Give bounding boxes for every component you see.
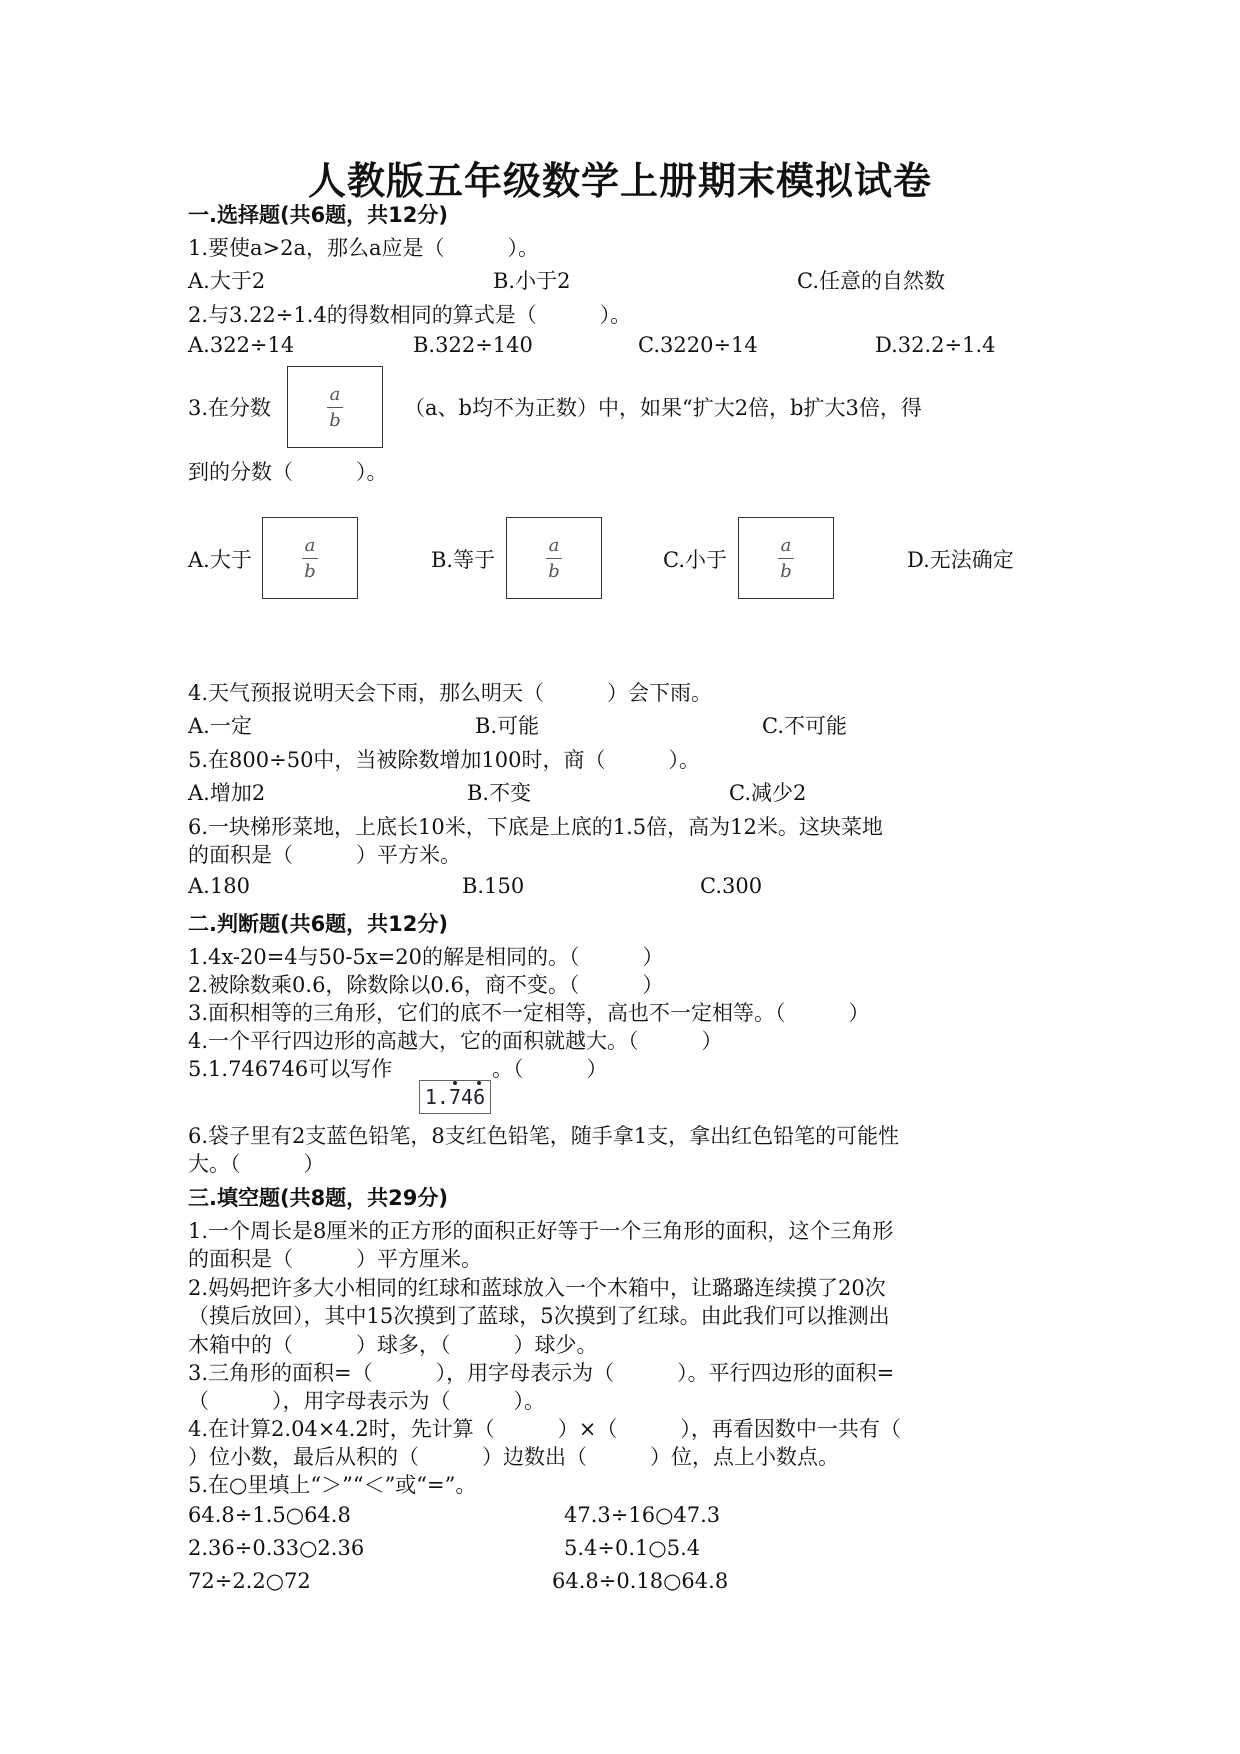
q6-option-b: B.150 (462, 874, 525, 898)
question-4-stem: 4.天气预报说明天会下雨，那么明天（ ）会下雨。 (188, 681, 713, 705)
fraction-bar (778, 558, 794, 559)
fraction-numerator: a (780, 534, 792, 556)
q3-option-a: A.大于 (188, 548, 252, 572)
fill-line-7: （ ），用字母表示为（ ）。 (188, 1389, 545, 1413)
compare-item: 2.36÷0.33○2.36 (188, 1536, 365, 1560)
fill-line-2: 的面积是（ ）平方厘米。 (188, 1247, 482, 1271)
fraction-denominator: b (548, 560, 560, 582)
q3-option-b-fraction-image (506, 517, 602, 599)
q2-option-c: C.3220÷14 (638, 333, 758, 357)
q1-option-a: A.大于2 (188, 269, 266, 293)
fill-line-3: 2.妈妈把许多大小相同的红球和蓝球放入一个木箱中，让璐璐连续摸了20次 (188, 1276, 886, 1300)
section-heading-fill: 三.填空题(共8题，共29分) (188, 1186, 449, 1210)
judgment-item-2: 2.被除数乘0.6，除数除以0.6，商不变。（ ） (188, 973, 664, 997)
question-3-stem-end: 到的分数（ ）。 (188, 460, 388, 484)
judgment-item-6-line-2: 大。（ ） (188, 1152, 325, 1176)
judgment-item-4: 4.一个平行四边形的高越大，它的面积就越大。（ ） (188, 1029, 723, 1053)
judgment-item-1: 1.4x-20=4与50-5x=20的解是相同的。（ ） (188, 945, 664, 969)
fill-line-1: 1.一个周长是8厘米的正方形的面积正好等于一个三角形的面积，这个三角形 (188, 1219, 894, 1243)
section-heading-judgment: 二.判断题(共6题，共12分) (188, 912, 449, 936)
fraction-denominator: b (780, 560, 792, 582)
fraction-numerator: a (548, 534, 560, 556)
q3-option-d: D.无法确定 (907, 548, 1014, 572)
q1-option-b: B.小于2 (493, 269, 571, 293)
q6-option-c: C.300 (700, 874, 763, 898)
q4-option-a: A.一定 (188, 714, 252, 738)
q2-option-d: D.32.2÷1.4 (875, 333, 996, 357)
fill-line-4: （摸后放回），其中15次摸到了蓝球，5次摸到了红球。由此我们可以推测出 (188, 1304, 890, 1328)
q4-option-c: C.不可能 (762, 714, 847, 738)
repeating-decimal-image (419, 1080, 491, 1114)
fraction-bar (327, 407, 343, 408)
q5-option-b: B.不变 (467, 781, 532, 805)
compare-item: 47.3÷16○47.3 (564, 1503, 721, 1527)
q2-option-b: B.322÷140 (413, 333, 533, 357)
q3-option-b: B.等于 (431, 548, 496, 572)
compare-item: 64.8÷0.18○64.8 (552, 1569, 729, 1593)
fraction-numerator: a (304, 534, 316, 556)
question-6-stem-line-2: 的面积是（ ）平方米。 (188, 843, 461, 867)
fraction-bar (546, 558, 562, 559)
fraction-numerator: a (329, 383, 341, 405)
fill-line-8: 4.在计算2.04×4.2时，先计算（ ）×（ ），再看因数中一共有（ (188, 1417, 901, 1441)
compare-item: 64.8÷1.5○64.8 (188, 1503, 351, 1527)
question-6-stem-line-1: 6.一块梯形菜地，上底长10米，下底是上底的1.5倍，高为12米。这块菜地 (188, 815, 883, 839)
q6-option-a: A.180 (188, 874, 250, 898)
section-heading-choice: 一.选择题(共6题，共12分) (188, 203, 449, 227)
q1-option-c: C.任意的自然数 (797, 269, 945, 293)
fraction-denominator: b (329, 409, 341, 431)
question-1-stem: 1.要使a>2a，那么a应是（ ）。 (188, 236, 540, 260)
q3-option-c: C.小于 (663, 548, 727, 572)
q3-option-a-fraction-image (262, 517, 358, 599)
fill-line-6: 3.三角形的面积=（ ），用字母表示为（ ）。平行四边形的面积= (188, 1361, 895, 1385)
compare-item: 5.4÷0.1○5.4 (564, 1536, 701, 1560)
judgment-item-3: 3.面积相等的三角形，它们的底不一定相等，高也不一定相等。（ ） (188, 1001, 870, 1025)
judgment-item-6-line-1: 6.袋子里有2支蓝色铅笔，8支红色铅笔，随手拿1支，拿出红色铅笔的可能性 (188, 1124, 900, 1148)
q5-option-c: C.减少2 (729, 781, 807, 805)
fill-line-5: 木箱中的（ ）球多，（ ）球少。 (188, 1333, 598, 1357)
q3-option-c-fraction-image (738, 517, 834, 599)
compare-item: 72÷2.2○72 (188, 1569, 311, 1593)
repeating-decimal-text: 1.7 46 (425, 1085, 485, 1109)
q4-option-b: B.可能 (475, 714, 540, 738)
judgment-item-5-start: 5.1.746746可以写作 (188, 1057, 393, 1081)
fill-line-9: ）位小数，最后从积的（ ）边数出（ ）位，点上小数点。 (188, 1445, 839, 1469)
question-3-stem-start: 3.在分数 (188, 396, 272, 420)
question-5-stem: 5.在800÷50中，当被除数增加100时，商（ ）。 (188, 748, 701, 772)
judgment-item-5-end: 。（ ） (492, 1057, 608, 1081)
question-2-stem: 2.与3.22÷1.4的得数相同的算式是（ ）。 (188, 303, 632, 327)
fraction-denominator: b (304, 560, 316, 582)
fraction-a-over-b-image (287, 366, 383, 448)
page-title: 人教版五年级数学上册期末模拟试卷 (307, 159, 932, 203)
question-3-stem-middle: （a、b均不为正数）中，如果“扩大2倍，b扩大3倍，得 (404, 396, 922, 420)
fraction-bar (302, 558, 318, 559)
fill-line-10: 5.在○里填上“＞”“＜”或“=”。 (188, 1473, 477, 1497)
q5-option-a: A.增加2 (188, 781, 266, 805)
q2-option-a: A.322÷14 (188, 333, 295, 357)
